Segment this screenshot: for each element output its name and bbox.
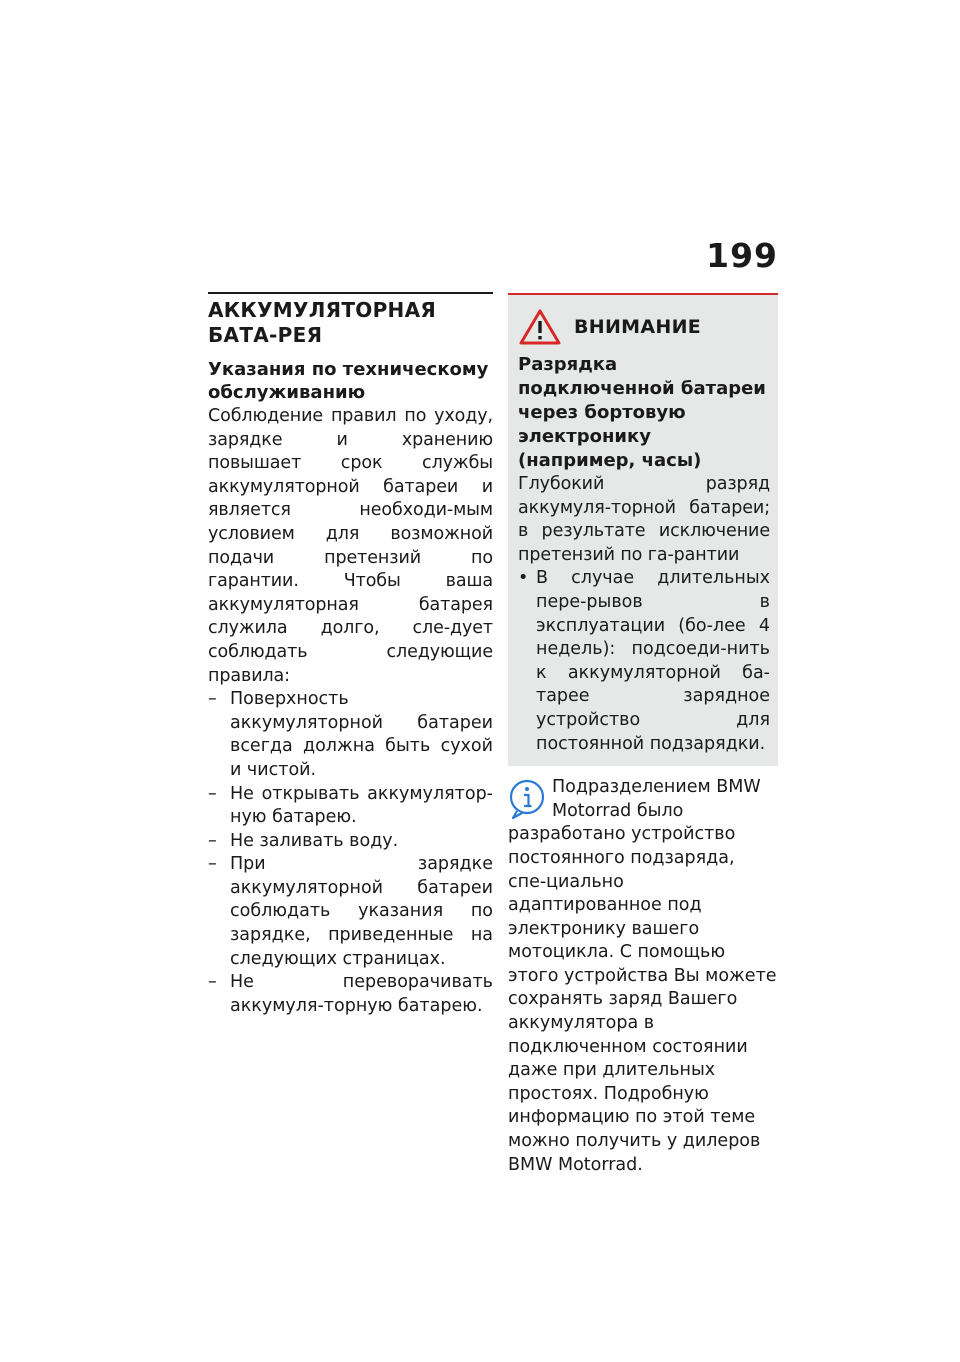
left-column [208, 292, 493, 1018]
list-item [208, 971, 493, 1018]
intro-paragraph: Соблюдение правил по уходу, зарядке и хранению повышает срок службы аккумуляторной батареи и является необходи-мым условием для возможной подачи претензий по гарантии. Чтобы ваша аккумуляторная батарея служила долго, сле-дует соблюдать следующие правила: [208, 406, 493, 686]
page-number: 199 [706, 236, 778, 275]
list-item-text: В случае длительных пере-рывов в эксплуатации (бо-лее 4 недель): подсоеди-нить к аккумуляторной ба-тарее зарядное устройство для постоянной подзарядки. [536, 568, 770, 754]
dash-marker: – [208, 783, 217, 804]
dash-marker: – [208, 972, 217, 993]
warning-title: Разрядка подключенной батареи через бортовую электронику (например, часы) [518, 354, 766, 471]
dash-marker: – [208, 689, 217, 710]
warning-header [518, 307, 770, 347]
warning-bullets [518, 567, 770, 756]
list-item [208, 688, 493, 782]
list-item [208, 783, 493, 830]
dash-marker: – [208, 830, 217, 851]
bullet-marker: • [518, 568, 529, 589]
info-text: Подразделением BMW Motorrad было разработано устройство постоянного подзаряда, спе-циально адаптированное под электронику вашего мотоцикла. С помощью этого устройства Вы можете сохранять заряд Вашего аккумулятора в подключенном состоянии даже при длительных простоях. Подробную информацию по этой теме можно получить у дилеров BMW Motorrad. [508, 777, 777, 1175]
list-item [208, 830, 493, 854]
warning-triangle-icon [518, 308, 562, 346]
section-title: АККУМУЛЯТОРНАЯ БАТА-РЕЯ [208, 298, 437, 347]
rules-list [208, 688, 493, 1018]
list-item-text: Не переворачивать аккумуля-торную батарею. [230, 972, 493, 1016]
subsection-title: Указания по техническому обслуживанию [208, 359, 489, 403]
list-item-text: Не заливать воду. [230, 830, 399, 851]
list-item-text: Поверхность аккумуляторной батареи всегда должна быть сухой и чистой. [230, 689, 493, 780]
list-item-text: При зарядке аккумуляторной батареи соблюдать указания по зарядке, приведенные на следующих страницах. [230, 854, 493, 969]
list-item [518, 567, 770, 756]
info-block [508, 776, 778, 1177]
warning-text: Глубокий разряд аккумуля-торной батареи; в результате исключение претензий по га-рантии [518, 474, 770, 565]
warning-label: ВНИМАНИЕ [574, 316, 702, 338]
list-item [208, 853, 493, 971]
right-column [508, 293, 778, 1177]
dash-marker: – [208, 854, 217, 875]
list-item-text: Не открывать аккумулятор-ную батарею. [230, 783, 493, 828]
warning-box [508, 293, 778, 766]
info-icon [508, 778, 546, 820]
